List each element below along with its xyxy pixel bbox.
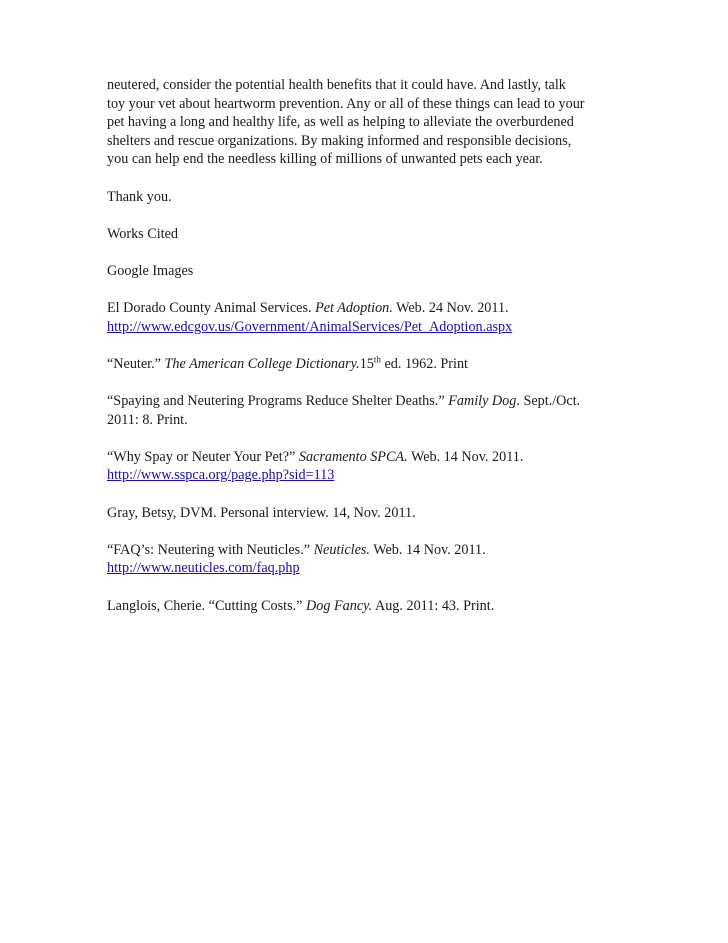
citation-neuter: [107, 355, 627, 374]
body-paragraph: [107, 76, 627, 169]
citation-title: Pet Adoption.: [315, 300, 393, 317]
citation-details: . Sept./Oct.: [516, 393, 581, 410]
citation-line: [107, 541, 627, 560]
citation-title: Sacramento SPCA.: [298, 448, 408, 465]
citation-google: Google Images: [107, 262, 194, 279]
body-line: you can help end the needless killing of millions of unwanted pets each year.: [107, 151, 543, 168]
citation-langlois: [107, 597, 627, 616]
body-line: shelters and rescue organizations. By making informed and responsible decisions,: [107, 132, 572, 149]
citation-line: [107, 299, 627, 318]
citation-author: “Why Spay or Neuter Your Pet?”: [107, 448, 299, 465]
edition-suffix: th: [373, 354, 381, 365]
citation-line: [107, 448, 627, 467]
body-line: neutered, consider the potential health benefits that it could have. And lastly, talk: [107, 77, 566, 93]
citation-author: “Spaying and Neutering Programs Reduce Shelter Deaths.”: [107, 393, 449, 410]
citation-title: The American College Dictionary.: [164, 355, 360, 372]
citation-why: [107, 448, 627, 485]
citation-title: Family Dog: [448, 393, 517, 410]
body-line: toy your vet about heartworm prevention. Any or all of these things can lead to your: [107, 95, 585, 112]
citation-details: Web. 14 Nov. 2011.: [369, 541, 486, 558]
citation-details: Web. 14 Nov. 2011.: [407, 448, 524, 465]
citation-author: “Neuter.”: [107, 355, 165, 372]
citation-details: Aug. 2011: 43. Print.: [372, 597, 495, 614]
body-line: pet having a long and healthy life, as well as helping to alleviate the overburdened: [107, 114, 574, 131]
citation-link[interactable]: http://www.edcgov.us/Government/AnimalServices/Pet_Adoption.aspx: [107, 318, 513, 335]
document-page: [107, 76, 627, 634]
citation-line: [107, 392, 627, 411]
citation-author: El Dorado County Animal Services.: [107, 300, 316, 317]
citation-line: [107, 597, 627, 616]
citation-title: Dog Fancy.: [306, 597, 373, 614]
citation-details: Web. 24 Nov. 2011.: [392, 300, 509, 317]
citation-spaying: [107, 392, 627, 429]
citation-title: Neuticles.: [313, 541, 370, 558]
citation-details: ed. 1962. Print: [380, 355, 468, 372]
citation-gray: Gray, Betsy, DVM. Personal interview. 14, Nov. 2011.: [107, 504, 416, 521]
citation-link[interactable]: http://www.neuticles.com/faq.php: [107, 560, 300, 577]
citation-line: 2011: 8. Print.: [107, 411, 188, 428]
citation-link[interactable]: http://www.sspca.org/page.php?sid=113: [107, 467, 335, 484]
citation-line: [107, 355, 627, 374]
citation-eldorado: [107, 299, 627, 336]
edition-number: 15: [359, 355, 374, 372]
citation-author: Langlois, Cherie. “Cutting Costs.”: [107, 597, 306, 614]
closing-text: Thank you.: [107, 188, 172, 205]
works-cited-heading: Works Cited: [107, 225, 178, 242]
citation-faq: [107, 541, 627, 578]
citation-author: “FAQ’s: Neutering with Neuticles.”: [107, 541, 314, 558]
